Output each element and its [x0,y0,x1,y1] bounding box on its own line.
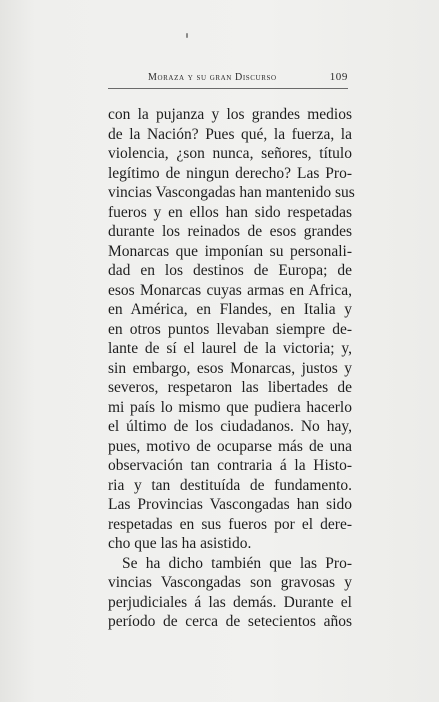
text-line: Monarcas que imponían su personali- [108,242,352,260]
text-line: vincias Vascongadas son gravosas y [108,574,352,591]
text-line: lante de sí el laurel de la victoria; y, [108,340,352,357]
running-title: Moraza y su gran Discurso [148,72,277,83]
page-number: 109 [329,71,348,83]
text-line: fueros y en ellos han sido respetadas [108,203,352,221]
text-line: en América, en Flandes, en Italia y [108,301,352,318]
text-line: esos Monarcas cuyas armas en Africa, [108,281,352,299]
text-line: Se ha dicho también que las Pro- [122,554,352,572]
text-line: en otros puntos llevaban siempre de- [108,320,352,338]
body-text [108,105,355,632]
text-line: violencia, ¿son nunca, señores, título [108,145,352,162]
text-line: cho que las ha asistido. [108,535,252,552]
text-line: pues, motivo de ocuparse más de una [108,437,352,455]
ink-speck [186,33,188,38]
text-line: respetadas en sus fueros por el dere- [108,515,352,533]
text-line: período de cerca de setecientos años [108,613,352,630]
text-line: ria y tan destituída de fundamento. [108,476,352,494]
header-rule [108,88,348,89]
text-line: dad en los destinos de Europa; de [108,262,352,279]
text-line: observación tan contraria á la Histo- [108,457,352,474]
text-line: mi país lo mismo que pudiera hacerlo [108,398,352,416]
running-header [108,72,348,86]
text-line: de la Nación? Pues qué, la fuerza, la [108,125,352,143]
text-line: severos, respetaron las libertades de [108,379,352,396]
text-line: Las Provincias Vascongadas han sido [108,496,352,513]
paragraph-1 [108,105,355,554]
text-line: legítimo de ningun derecho? Las Pro- [108,164,352,182]
text-line: con la pujanza y los grandes medios [108,106,352,123]
paragraph-2 [108,554,352,632]
text-line: durante los reinados de esos grandes [108,223,352,240]
text-line: perjudiciales á las demás. Durante el [108,593,352,611]
text-line: vincias Vascongadas han mantenido sus [108,184,355,201]
text-line: el último de los ciudadanos. No hay, [108,418,352,435]
text-line: sin embargo, esos Monarcas, justos y [108,359,352,377]
